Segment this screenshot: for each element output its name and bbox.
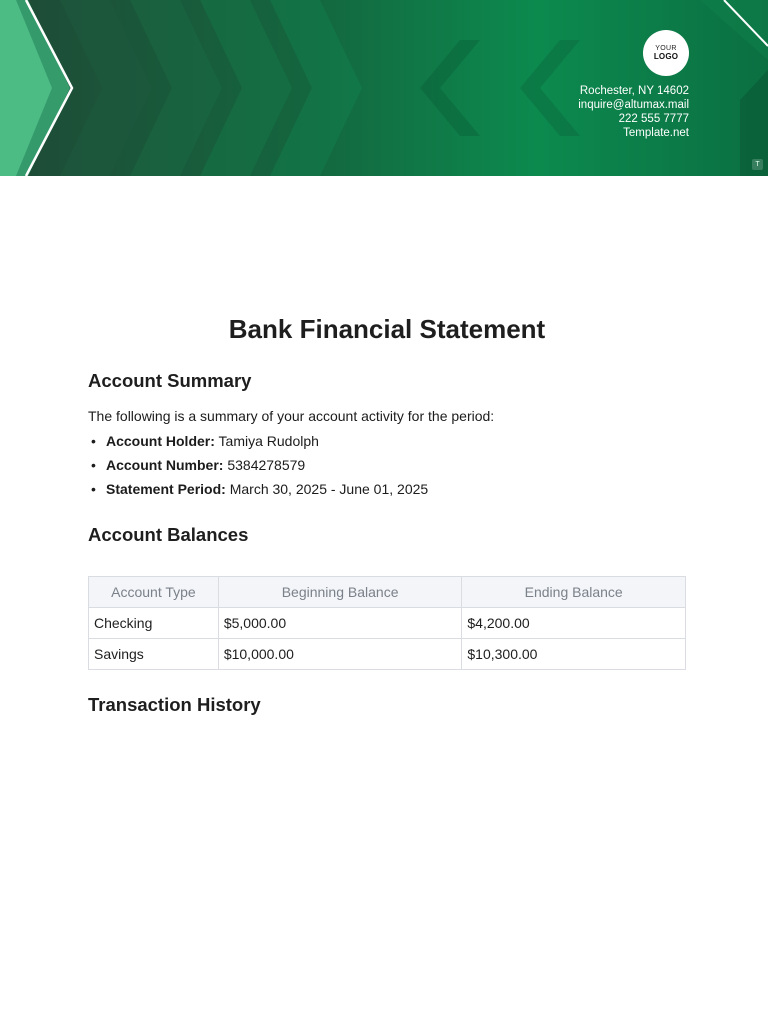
table-cell: Savings bbox=[89, 639, 219, 670]
summary-label: Statement Period: bbox=[106, 481, 226, 497]
summary-label: Account Holder: bbox=[106, 433, 215, 449]
header-banner bbox=[0, 0, 768, 176]
company-logo bbox=[643, 30, 689, 76]
contact-email: inquire@altumax.mail bbox=[578, 99, 689, 111]
account-balances-table bbox=[88, 576, 686, 670]
table-cell: Checking bbox=[89, 608, 219, 639]
table-row bbox=[89, 639, 686, 670]
transaction-history-heading: Transaction History bbox=[88, 694, 261, 715]
column-header: Account Type bbox=[89, 577, 219, 608]
document-title: Bank Financial Statement bbox=[228, 314, 546, 344]
account-balances-heading: Account Balances bbox=[88, 524, 249, 545]
logo-line-1: YOUR bbox=[655, 45, 677, 52]
bullet-icon: • bbox=[91, 457, 96, 473]
summary-value: Tamiya Rudolph bbox=[218, 433, 319, 449]
contact-info bbox=[578, 84, 689, 140]
table-cell: $10,000.00 bbox=[218, 639, 462, 670]
template-mark-icon: T bbox=[752, 159, 763, 170]
list-item bbox=[88, 429, 428, 453]
logo-line-2: LOGO bbox=[653, 52, 679, 61]
table-cell: $4,200.00 bbox=[462, 608, 686, 639]
summary-value: 5384278579 bbox=[227, 457, 306, 473]
bullet-icon: • bbox=[91, 481, 96, 497]
column-header: Beginning Balance bbox=[218, 577, 462, 608]
account-summary-heading: Account Summary bbox=[88, 370, 252, 391]
summary-value: March 30, 2025 - June 01, 2025 bbox=[229, 481, 429, 497]
summary-label: Account Number: bbox=[106, 457, 224, 473]
account-summary-list bbox=[88, 429, 428, 501]
list-item bbox=[88, 453, 428, 477]
bullet-icon: • bbox=[91, 433, 96, 449]
contact-website: Template.net bbox=[623, 127, 689, 139]
list-item bbox=[88, 477, 428, 501]
column-header: Ending Balance bbox=[462, 577, 686, 608]
account-summary-intro: The following is a summary of your account activity for the period: bbox=[88, 408, 495, 424]
table-cell: $5,000.00 bbox=[218, 608, 462, 639]
contact-address: Rochester, NY 14602 bbox=[579, 85, 689, 97]
table-row bbox=[89, 608, 686, 639]
contact-phone: 222 555 7777 bbox=[618, 113, 689, 125]
table-header-row bbox=[89, 577, 686, 608]
table-cell: $10,300.00 bbox=[462, 639, 686, 670]
